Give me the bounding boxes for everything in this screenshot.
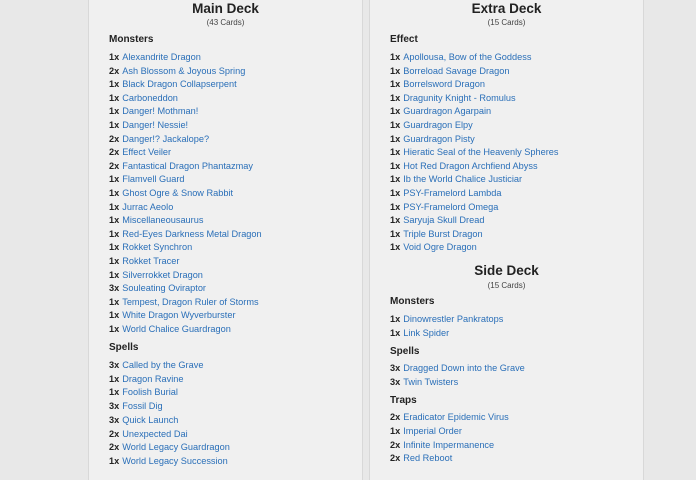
- card-row: [109, 146, 171, 158]
- card-row: [390, 92, 516, 104]
- card-link[interactable]: Void Ogre Dragon: [403, 242, 477, 253]
- card-quantity: 1x: [390, 52, 401, 62]
- card-row: [109, 309, 236, 321]
- card-row: [109, 400, 163, 412]
- card-quantity: 1x: [109, 120, 120, 130]
- card-link[interactable]: PSY-Framelord Omega: [403, 201, 499, 212]
- card-link[interactable]: Guardragon Agarpain: [403, 106, 492, 117]
- card-row: [109, 282, 206, 294]
- card-quantity: 1x: [390, 106, 401, 117]
- card-quantity: 1x: [109, 52, 120, 62]
- card-link[interactable]: Silverrokket Dragon: [122, 269, 203, 280]
- card-quantity: 1x: [109, 92, 120, 103]
- card-link[interactable]: Unexpected Dai: [122, 428, 188, 439]
- card-row: [109, 269, 203, 281]
- card-link[interactable]: Foolish Burial: [122, 387, 178, 398]
- extra-deck-panel: [369, 0, 644, 480]
- card-quantity: 2x: [109, 133, 120, 144]
- card-link[interactable]: World Chalice Guardragon: [122, 324, 231, 334]
- card-link[interactable]: PSY-Framelord Lambda: [403, 188, 502, 198]
- card-link[interactable]: Tempest, Dragon Ruler of Storms: [122, 296, 259, 307]
- main-deck-count: (43 Cards): [206, 18, 245, 27]
- card-row: [390, 119, 473, 131]
- card-quantity: 1x: [390, 160, 401, 171]
- card-link[interactable]: Rokket Tracer: [122, 256, 180, 266]
- side-traps-heading: Traps: [390, 395, 417, 406]
- card-row: [109, 201, 173, 213]
- card-link[interactable]: World Legacy Guardragon: [122, 442, 230, 453]
- card-link[interactable]: Saryuja Skull Dread: [403, 215, 485, 226]
- card-quantity: 1x: [390, 120, 401, 130]
- card-quantity: 1x: [390, 228, 401, 239]
- card-link[interactable]: Link Spider: [403, 328, 450, 338]
- card-row: [109, 214, 203, 226]
- card-row: [109, 228, 262, 240]
- card-row: [109, 359, 203, 371]
- card-quantity: 1x: [390, 425, 401, 436]
- card-link[interactable]: Hieratic Seal of the Heavenly Spheres: [403, 147, 559, 158]
- card-row: [390, 133, 475, 145]
- card-link[interactable]: Quick Launch: [122, 414, 179, 425]
- card-quantity: 1x: [390, 314, 401, 324]
- card-quantity: 3x: [109, 414, 120, 425]
- card-quantity: 1x: [390, 65, 401, 76]
- side-deck-title: Side Deck: [474, 263, 539, 278]
- card-link[interactable]: Ghost Ogre & Snow Rabbit: [122, 188, 234, 198]
- card-quantity: 1x: [109, 373, 120, 384]
- card-quantity: 1x: [390, 133, 401, 144]
- card-link[interactable]: Danger!? Jackalope?: [122, 133, 210, 144]
- card-row: [390, 146, 558, 158]
- side-deck-count: (15 Cards): [487, 281, 526, 290]
- card-quantity: 1x: [390, 201, 401, 212]
- extra-deck-count: (15 Cards): [487, 18, 526, 27]
- card-quantity: 1x: [109, 242, 120, 253]
- card-row: [390, 327, 449, 339]
- card-row: [390, 376, 458, 388]
- card-row: [390, 160, 538, 172]
- card-link[interactable]: Alexandrite Dragon: [122, 52, 201, 62]
- card-link[interactable]: Fossil Dig: [122, 401, 163, 412]
- card-row: [109, 65, 245, 77]
- card-quantity: 2x: [109, 428, 120, 439]
- card-link[interactable]: Dragon Ravine: [122, 373, 184, 384]
- card-row: [109, 323, 231, 335]
- card-quantity: 1x: [109, 174, 120, 185]
- card-row: [390, 411, 509, 423]
- card-quantity: 1x: [109, 106, 120, 117]
- card-quantity: 3x: [390, 363, 401, 373]
- card-row: [109, 441, 230, 453]
- main-deck-title: Main Deck: [192, 1, 259, 16]
- card-link[interactable]: Ash Blossom & Joyous Spring: [122, 65, 246, 76]
- card-link[interactable]: Carboneddon: [122, 92, 178, 103]
- card-quantity: 1x: [109, 256, 120, 266]
- card-link[interactable]: Danger! Mothman!: [122, 106, 199, 117]
- card-link[interactable]: Guardragon Pisty: [403, 133, 475, 144]
- card-row: [390, 214, 484, 226]
- card-quantity: 3x: [109, 401, 120, 412]
- card-quantity: 2x: [109, 65, 120, 76]
- card-row: [390, 439, 494, 451]
- extra-effect-heading: Effect: [390, 34, 418, 45]
- main-deck-panel: [88, 0, 363, 480]
- card-link[interactable]: World Legacy Succession: [122, 455, 228, 466]
- card-link[interactable]: Hot Red Dragon Archfiend Abyss: [403, 160, 538, 171]
- card-row: [109, 428, 188, 440]
- card-row: [390, 228, 483, 240]
- card-row: [390, 173, 522, 185]
- card-link[interactable]: Red Reboot: [403, 453, 453, 464]
- card-link[interactable]: Dragunity Knight - Romulus: [403, 92, 516, 103]
- card-row: [109, 187, 233, 199]
- card-link[interactable]: Infinite Impermanence: [403, 439, 495, 450]
- card-row: [109, 51, 201, 63]
- card-row: [109, 373, 184, 385]
- main-monsters-heading: Monsters: [109, 34, 154, 45]
- card-quantity: 1x: [390, 188, 401, 198]
- card-link[interactable]: Miscellaneousaurus: [122, 215, 204, 226]
- card-link[interactable]: Flamvell Guard: [122, 174, 185, 185]
- side-spells-heading: Spells: [390, 346, 420, 357]
- card-quantity: 1x: [109, 188, 120, 198]
- card-quantity: 2x: [109, 442, 120, 453]
- card-link[interactable]: Fantastical Dragon Phantazmay: [122, 160, 253, 171]
- card-link[interactable]: Imperial Order: [403, 425, 462, 436]
- card-quantity: 3x: [390, 377, 401, 387]
- card-quantity: 1x: [109, 228, 120, 239]
- card-quantity: 1x: [109, 79, 120, 90]
- card-link[interactable]: Apollousa, Bow of the Goddess: [403, 52, 532, 62]
- main-spells-heading: Spells: [109, 342, 139, 353]
- card-link[interactable]: Dinowrestler Pankratops: [403, 314, 504, 324]
- card-link[interactable]: Souleating Oviraptor: [122, 283, 206, 294]
- card-link[interactable]: Ib the World Chalice Justiciar: [403, 174, 523, 185]
- card-link[interactable]: Borrelsword Dragon: [403, 79, 485, 90]
- card-row: [390, 51, 531, 63]
- card-link[interactable]: Dragged Down into the Grave: [403, 363, 525, 373]
- card-row: [390, 241, 477, 253]
- card-row: [390, 313, 503, 325]
- card-row: [109, 241, 192, 253]
- card-link[interactable]: White Dragon Wyverburster: [122, 310, 236, 321]
- card-row: [390, 65, 509, 77]
- card-row: [390, 425, 462, 437]
- card-link[interactable]: Effect Veiler: [122, 147, 172, 158]
- card-quantity: 1x: [390, 92, 401, 103]
- card-link[interactable]: Red-Eyes Darkness Metal Dragon: [122, 228, 262, 239]
- card-quantity: 1x: [109, 269, 120, 280]
- card-row: [109, 78, 237, 90]
- card-quantity: 1x: [109, 324, 120, 334]
- card-row: [109, 119, 188, 131]
- card-row: [390, 362, 525, 374]
- card-quantity: 1x: [390, 328, 401, 338]
- card-quantity: 2x: [390, 412, 401, 422]
- card-row: [390, 78, 485, 90]
- card-row: [109, 296, 259, 308]
- card-row: [109, 455, 228, 467]
- card-quantity: 1x: [109, 455, 120, 466]
- card-link[interactable]: Guardragon Elpy: [403, 120, 473, 130]
- card-row: [109, 414, 178, 426]
- card-row: [109, 255, 179, 267]
- card-row: [390, 201, 498, 213]
- card-row: [390, 105, 491, 117]
- card-quantity: 1x: [109, 387, 120, 398]
- card-quantity: 2x: [109, 160, 120, 171]
- card-quantity: 2x: [109, 147, 120, 158]
- card-row: [109, 160, 253, 172]
- card-quantity: 1x: [109, 296, 120, 307]
- card-row: [109, 386, 178, 398]
- card-link[interactable]: Eradicator Epidemic Virus: [403, 412, 509, 422]
- card-quantity: 1x: [390, 242, 401, 253]
- card-link[interactable]: Black Dragon Collapserpent: [122, 79, 237, 90]
- card-link[interactable]: Triple Burst Dragon: [403, 228, 483, 239]
- card-row: [390, 452, 452, 464]
- extra-deck-title: Extra Deck: [471, 1, 542, 16]
- card-link[interactable]: Borreload Savage Dragon: [403, 65, 510, 76]
- card-quantity: 1x: [390, 79, 401, 90]
- card-link[interactable]: Twin Twisters: [403, 377, 459, 387]
- card-quantity: 1x: [390, 174, 401, 185]
- card-link[interactable]: Rokket Synchron: [122, 242, 193, 253]
- card-link[interactable]: Danger! Nessie!: [122, 120, 189, 130]
- card-row: [109, 92, 178, 104]
- card-quantity: 3x: [109, 360, 120, 370]
- card-link[interactable]: Jurrac Aeolo: [122, 201, 174, 212]
- side-monsters-heading: Monsters: [390, 296, 435, 307]
- card-link[interactable]: Called by the Grave: [122, 360, 204, 370]
- card-quantity: 1x: [109, 201, 120, 212]
- card-row: [109, 105, 198, 117]
- card-row: [390, 187, 501, 199]
- card-quantity: 3x: [109, 283, 120, 294]
- card-quantity: 1x: [109, 310, 120, 321]
- card-quantity: 1x: [109, 215, 120, 226]
- card-row: [109, 133, 209, 145]
- card-row: [109, 173, 185, 185]
- card-quantity: 1x: [390, 147, 401, 158]
- card-quantity: 1x: [390, 215, 401, 226]
- card-quantity: 2x: [390, 453, 401, 464]
- card-quantity: 2x: [390, 439, 401, 450]
